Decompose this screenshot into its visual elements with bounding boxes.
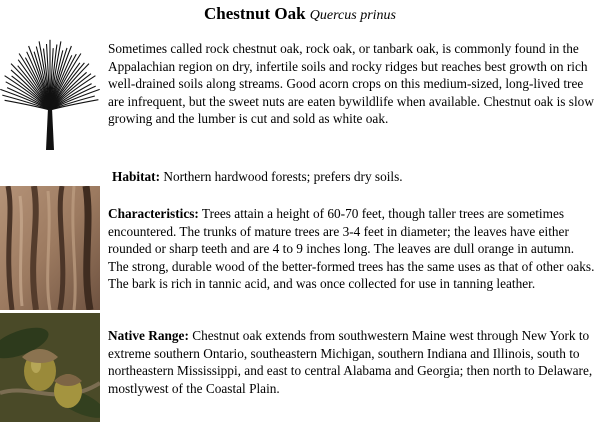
- bark-photo-image: [0, 186, 100, 310]
- characteristics-paragraph: [108, 205, 596, 293]
- habitat-text: Northern hardwood forests; prefers dry soils.: [160, 169, 403, 184]
- native-range-paragraph: [108, 327, 596, 397]
- intro-paragraph: Sometimes called rock chestnut oak, rock oak, or tanbark oak, is commonly found in the Appalachian region on dry, infertile soils and rocky ridges but reaches best growth on rich well-drained soils along streams. Good acorn crops on this medium-sized, long-lived tree are infrequent, but the sweet nuts are eaten bywildlife when available. Chestnut oak is slow growing and the lumber is cut and sold as white oak.: [108, 41, 594, 126]
- page-title: [0, 4, 600, 26]
- habitat-paragraph: [112, 168, 600, 186]
- characteristics-text: Trees attain a height of 60-70 feet, though taller trees are sometimes encountered. The trunks of mature trees are 3-4 feet in diameter; the leaves have either rounded or sharp teeth and are 4 to 9 inches long. The leaves are dull orange in autumn. The strong, durable wood of the better-formed trees has the same uses as that of other oaks. The bark is rich in tannic acid, and was once collected for use in tanning leather.: [108, 206, 595, 291]
- native-range-text: Chestnut oak extends from southwestern Maine west through New York to extreme southern Ontario, southeastern Michigan, southern Indiana and Illinois, south to northeastern Mississippi, and east to central Alabama and Georgia; then north to Delaware, mostlywest of the Coastal Plain.: [108, 328, 593, 396]
- scientific-name: Quercus prinus: [309, 8, 396, 23]
- tree-silhouette-image: [0, 30, 100, 150]
- native-range-label: Native Range:: [108, 328, 189, 343]
- habitat-label: Habitat:: [112, 169, 161, 184]
- characteristics-label: Characteristics:: [108, 206, 199, 221]
- acorn-photo-image: [0, 313, 100, 422]
- common-name: Chestnut Oak: [203, 4, 306, 23]
